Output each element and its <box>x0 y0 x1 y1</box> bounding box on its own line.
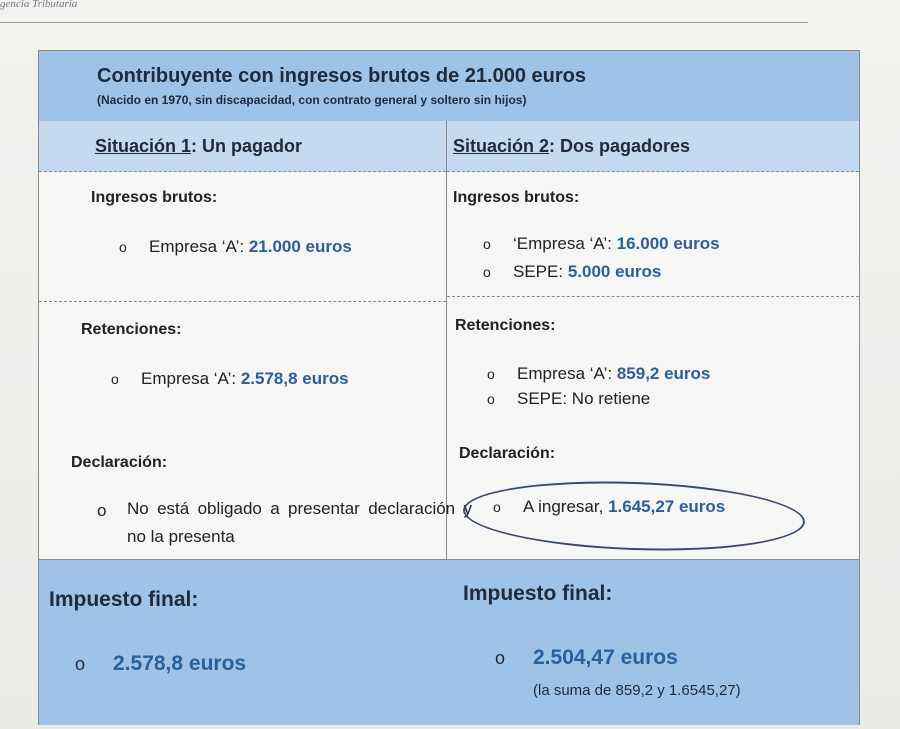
bullet: o <box>97 501 107 520</box>
situacion-1-ingreso-item <box>119 237 352 257</box>
situacion-2-number: Situación 2 <box>453 136 550 156</box>
bullet: o <box>119 239 127 255</box>
ingreso-prefix: ‘Empresa ‘A’: <box>513 234 617 253</box>
situacion-1-declaracion-text: No está obligado a presentar declaración y no la presenta <box>127 499 472 546</box>
bullet: o <box>111 371 119 387</box>
bullet: o <box>483 236 491 252</box>
header-text: gencia Tributaria <box>0 0 78 10</box>
retencion-value: 2.578,8 euros <box>240 369 349 388</box>
retencion-prefix: Empresa ‘A’: <box>517 364 617 383</box>
situacion-1-retencion-item <box>111 369 349 389</box>
situacion-2-final-note: (la suma de 859,2 y 1.6545,27) <box>533 682 741 699</box>
header-rule <box>0 22 808 23</box>
situacion-2-retenciones-label: Retenciones: <box>455 317 556 334</box>
bullet: o <box>495 648 506 668</box>
retencion-value: 859,2 euros <box>616 364 711 383</box>
bullet: o <box>493 499 501 515</box>
final-value: 2.504,47 euros <box>533 646 678 669</box>
table-subtitle: (Nacido en 1970, sin discapacidad, con contrato general y soltero sin hijos) <box>97 93 527 107</box>
row-divider-left <box>39 301 446 302</box>
situacion-2-declaracion-item <box>493 497 725 517</box>
situacion-1-final-label: Impuesto final: <box>49 588 199 611</box>
ingreso-value: 16.000 euros <box>616 234 720 253</box>
situacion-1-retenciones-label: Retenciones: <box>81 321 182 338</box>
retencion-prefix: SEPE: No retiene <box>517 389 651 408</box>
table-title: Contribuyente con ingresos brutos de 21.000 euros <box>97 65 587 87</box>
situacion-2-final-label: Impuesto final: <box>463 582 613 605</box>
situacion-2-ingreso-item <box>483 262 661 282</box>
ingreso-value: 5.000 euros <box>567 262 662 281</box>
situacion-2-declaracion-label: Declaración: <box>459 445 556 462</box>
situacion-2-ingresos-label: Ingresos brutos: <box>453 189 580 206</box>
bullet: o <box>75 654 86 674</box>
bullet: o <box>483 264 491 280</box>
comparison-table <box>38 50 860 725</box>
retencion-prefix: Empresa ‘A’: <box>141 369 241 388</box>
ingreso-value: 21.000 euros <box>248 237 352 256</box>
situacion-2-retencion-item <box>487 389 650 409</box>
final-tax-row <box>39 559 859 725</box>
situacion-1-final-value <box>75 652 246 676</box>
bullet: o <box>487 391 495 407</box>
situacion-1-ingresos-label: Ingresos brutos: <box>91 189 218 206</box>
declaracion-value: 1.645,27 euros <box>608 497 726 516</box>
bullet: o <box>487 366 495 382</box>
situacion-2-final-value <box>495 646 678 670</box>
situacion-1-title: : Un pagador <box>191 136 303 156</box>
situacion-2-retencion-item <box>487 364 710 384</box>
situacion-2-ingreso-item <box>483 234 720 254</box>
column-header-situacion-2 <box>447 121 859 172</box>
ingreso-prefix: Empresa ‘A’: <box>149 237 249 256</box>
title-box <box>39 51 859 122</box>
final-value: 2.578,8 euros <box>113 652 247 675</box>
row-divider-right <box>447 296 859 297</box>
declaracion-prefix: A ingresar, <box>523 497 609 516</box>
column-header-situacion-1 <box>39 121 446 172</box>
ingreso-prefix: SEPE: <box>513 262 568 281</box>
situacion-1-number: Situación 1 <box>95 136 192 156</box>
situacion-2-title: : Dos pagadores <box>549 136 691 156</box>
situacion-1-declaracion-label: Declaración: <box>71 454 168 471</box>
